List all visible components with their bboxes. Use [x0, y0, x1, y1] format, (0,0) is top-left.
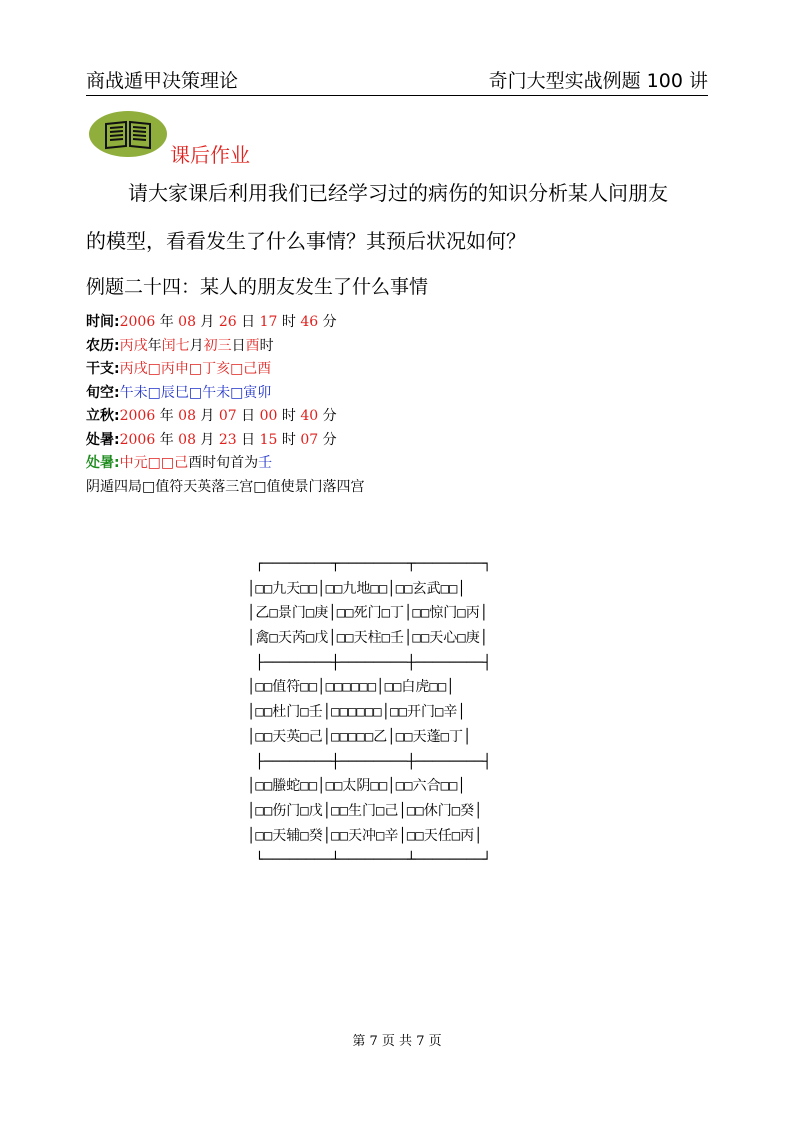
chushu-year: 2006: [119, 431, 156, 448]
header-title-right: 奇门大型实战例题 100 讲: [488, 70, 708, 92]
lunar-ganzhi: 丙戌: [119, 337, 148, 354]
chushu-yuan-label: 处暑:: [86, 455, 120, 471]
grid-line: │禽□天芮□戊│□□天柱□壬│□□天心□庚│: [247, 630, 489, 647]
grid-line: └────────┴────────┴────────┘: [247, 852, 492, 869]
grid-line: │□□天英□己│□□□□□乙│□□天蓬□丁│: [247, 728, 472, 745]
chushu-hour: 15: [259, 431, 278, 448]
unit: 日: [236, 314, 260, 330]
unit: 月: [189, 337, 204, 354]
ganzhi-value: 丙戌□丙申□丁亥□己酉: [119, 361, 272, 377]
homework-paragraph-line1: 请大家课后利用我们已经学习过的病伤的知识分析某人问朋友: [128, 181, 668, 205]
lunar-label: 农历:: [86, 337, 120, 354]
time-hour: 17: [259, 314, 278, 330]
chushu-yuan-row: [86, 452, 364, 476]
unit: 时: [277, 314, 301, 330]
unit: 日: [236, 431, 260, 448]
unit: 月: [195, 431, 219, 448]
header-divider: [86, 95, 708, 96]
time-day: 26: [218, 314, 237, 330]
lunar-day: 初三: [203, 337, 232, 354]
grid-line: │□□值符□□│□□□□□□│□□白虎□□│: [247, 679, 455, 696]
page-footer: 第 7 页 共 7 页: [352, 1034, 442, 1049]
liqiu-label: 立秋:: [86, 408, 120, 424]
grid-line: │乙□景门□庚│□□死门□丁│□□惊门□丙│: [247, 605, 489, 622]
chushu-mid: 酉时旬首为: [188, 455, 259, 471]
liqiu-row: [86, 405, 364, 429]
homework-paragraph-line2: 的模型，看看发生了什么事情？其预后状况如何？: [86, 229, 526, 253]
unit: 年: [147, 337, 162, 354]
grid-line: │□□杜门□壬│□□□□□□│□□开门□辛│: [247, 704, 466, 721]
grid-line: ├────────┼────────┼────────┤: [247, 654, 492, 671]
unit: 月: [195, 314, 219, 330]
unit: 日: [236, 408, 260, 424]
unit: 年: [155, 431, 179, 448]
homework-title: 课后作业: [170, 143, 250, 167]
lunar-leap: 闰: [161, 337, 176, 354]
unit: 分: [318, 408, 337, 424]
chushu-row: [86, 429, 364, 453]
grid-line: │□□九天□□│□□九地□□│□□玄武□□│: [247, 580, 466, 597]
grid-line: ├────────┼────────┼────────┤: [247, 753, 492, 770]
unit: 日: [231, 337, 246, 354]
ganzhi-row: [86, 358, 364, 382]
chushu-day: 23: [218, 431, 237, 448]
xunkong-row: [86, 382, 364, 406]
chushu-yuan: 中元□□: [119, 455, 175, 471]
unit: 分: [318, 431, 337, 448]
liqiu-minute: 40: [300, 408, 319, 424]
unit: 分: [318, 314, 337, 330]
chushu-gan: 己: [174, 455, 189, 471]
book-icon: [88, 110, 168, 158]
chushu-label: 处暑:: [86, 431, 120, 448]
unit: 时: [277, 408, 301, 424]
grid-line: │□□天辅□癸│□□天冲□辛│□□天任□丙│: [247, 827, 483, 844]
liqiu-day: 07: [218, 408, 237, 424]
grid-line: ┌────────┬────────┬────────┐: [247, 556, 492, 572]
qimen-palace-grid: [247, 552, 547, 873]
liqiu-month: 08: [178, 408, 196, 424]
unit: 月: [195, 408, 219, 424]
ganzhi-label: 干支:: [86, 361, 120, 377]
time-month: 08: [178, 314, 196, 330]
unit: 时: [277, 431, 301, 448]
time-label: 时间:: [86, 314, 120, 330]
liqiu-year: 2006: [119, 408, 156, 424]
unit: 年: [155, 314, 179, 330]
unit: 时: [259, 337, 274, 354]
time-row: [86, 311, 364, 335]
lunar-hour: 酉: [245, 337, 260, 354]
grid-line: │□□伤门□戊│□□生门□己│□□休门□癸│: [247, 802, 483, 819]
chart-info-block: [86, 311, 364, 499]
time-minute: 46: [300, 314, 319, 330]
header-title-left: 商战遁甲决策理论: [86, 70, 239, 92]
time-year: 2006: [119, 314, 156, 330]
lunar-row: [86, 335, 364, 359]
unit: 年: [155, 408, 179, 424]
chushu-minute: 07: [300, 431, 319, 448]
chushu-month: 08: [178, 431, 196, 448]
grid-line: │□□螣蛇□□│□□太阴□□│□□六合□□│: [247, 778, 466, 795]
xunshou: 壬: [258, 455, 273, 471]
liqiu-hour: 00: [259, 408, 278, 424]
example-title: 例题二十四：某人的朋友发生了什么事情: [86, 276, 429, 298]
xunkong-label: 旬空:: [86, 384, 120, 401]
xunkong-value: 午未□辰巳□午未□寅卯: [119, 384, 272, 401]
ju-row: 阴遁四局□值符天英落三宫□值使景门落四宫: [86, 478, 365, 495]
lunar-month: 七: [175, 337, 190, 354]
